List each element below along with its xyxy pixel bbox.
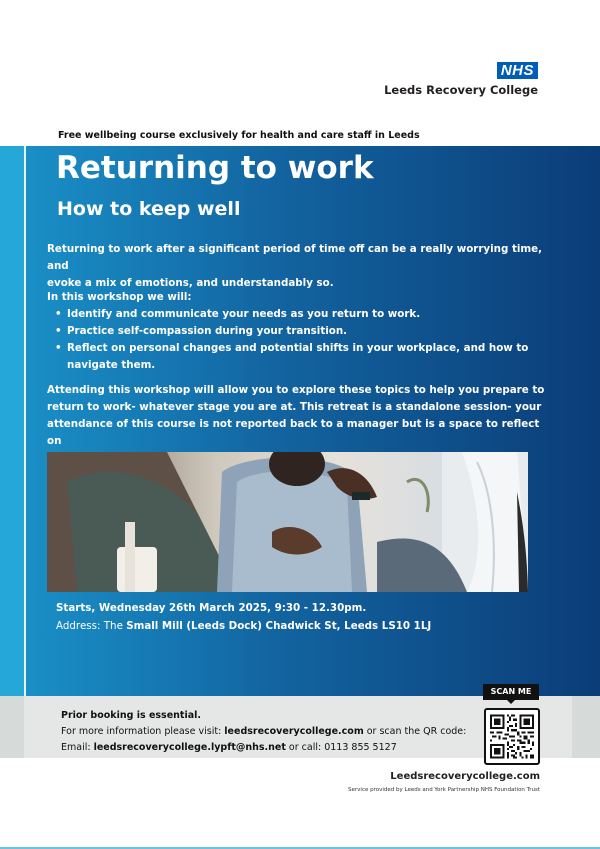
- panel-edge: [0, 146, 24, 696]
- closing-line: attendance of this course is not reported back to a manager but is a space to reflect on: [47, 418, 540, 447]
- workshop-label: In this workshop we will:: [47, 291, 192, 303]
- qr-code[interactable]: [484, 708, 540, 765]
- scan-me-label: SCAN ME: [483, 684, 539, 700]
- email-link[interactable]: leedsrecoverycollege.lypft@nhs.net: [93, 742, 286, 753]
- qr-code-icon: [490, 714, 534, 759]
- website-link[interactable]: leedsrecoverycollege.com: [224, 726, 364, 737]
- call-text: or call: 0113 855 5127: [285, 742, 397, 753]
- event-date: Starts, Wednesday 26th March 2025, 9:30 - 12.30pm.: [56, 602, 367, 614]
- bullet-item: • Reflect on personal changes and potential shifts in your workplace, and how to: [55, 340, 545, 357]
- event-address: [56, 620, 431, 632]
- page-title: Returning to work: [56, 150, 374, 186]
- bullet-item: • Identify and communicate your needs as you return to work.: [55, 306, 545, 323]
- booking-heading: Prior booking is essential.: [61, 710, 201, 721]
- bullet-continuation: navigate them.: [67, 359, 156, 371]
- closing-line: return to work- whatever stage you are at. This retreat is a standalone session- your: [47, 401, 542, 413]
- photo-illustration: [47, 452, 528, 592]
- organisation-name: Leeds Recovery College: [384, 83, 538, 97]
- nhs-logo: NHS: [497, 62, 538, 79]
- visit-prefix: For more information please visit:: [61, 726, 225, 737]
- booking-info: [61, 708, 466, 756]
- visit-suffix: or scan the QR code:: [363, 726, 467, 737]
- tagline: Free wellbeing course exclusively for health and care staff in Leeds: [58, 130, 420, 141]
- bullet-item: • Practice self-compassion during your transition.: [55, 323, 545, 340]
- address-label: Address: The: [56, 620, 127, 632]
- footer-provider: Service provided by Leeds and York Partnership NHS Foundation Trust: [348, 787, 540, 793]
- booking-bar-edge: [0, 696, 24, 758]
- closing-line: Attending this workshop will allow you to explore these topics to help you prepare to: [47, 384, 545, 396]
- email-prefix: Email:: [61, 742, 94, 753]
- intro-line: evoke a mix of emotions, and understandably so.: [47, 277, 334, 289]
- intro-paragraph: [47, 241, 552, 292]
- qr-edge: [572, 696, 600, 758]
- workshop-bullets: [55, 306, 545, 357]
- footer-website[interactable]: Leedsrecoverycollege.com: [390, 771, 540, 782]
- workshop-photo: [47, 452, 528, 592]
- page-subtitle: How to keep well: [57, 198, 241, 220]
- panel-divider: [24, 146, 26, 696]
- intro-line: Returning to work after a significant period of time off can be a really worrying time, and: [47, 243, 543, 272]
- address-venue: Small Mill (Leeds Dock) Chadwick St, Leeds LS10 1LJ: [126, 620, 432, 632]
- header-branding: [384, 60, 538, 97]
